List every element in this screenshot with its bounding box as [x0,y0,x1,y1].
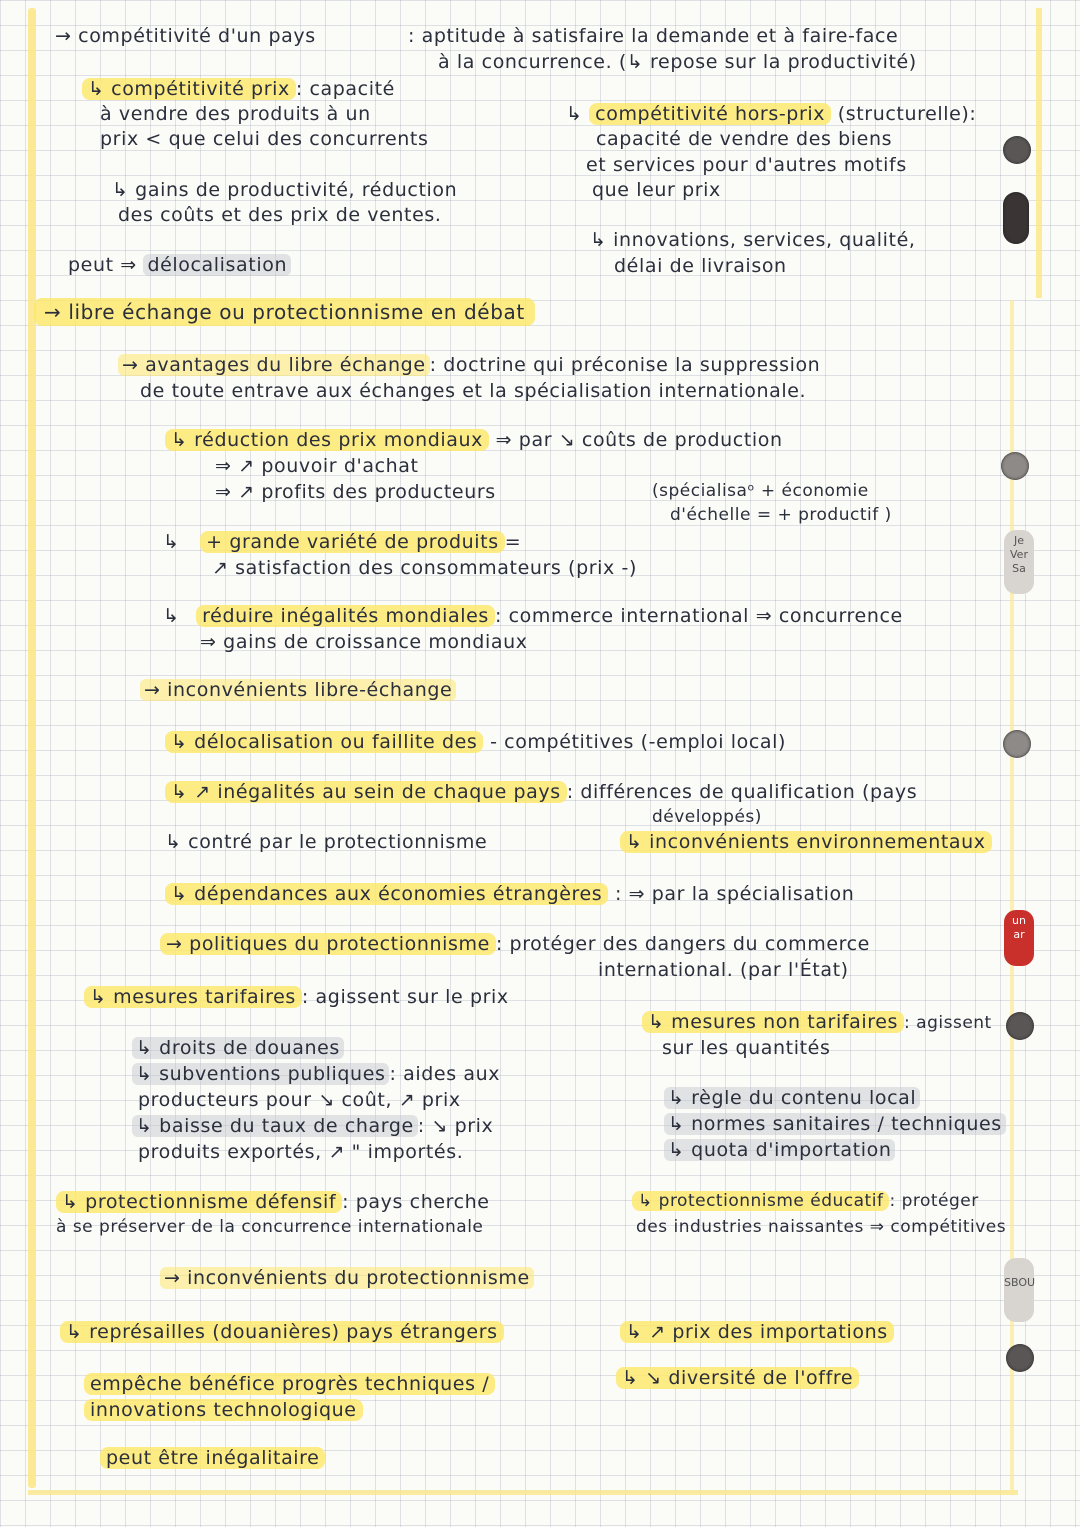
avantages-title: → avantages du libre échange [118,354,430,376]
inconv-protection-title-line [160,1266,534,1290]
avantage-3-title: réduire inégalités mondiales [196,605,495,627]
binder-hole [1003,730,1031,758]
inconv-protection-prix: ↳ ↗ prix des importations [620,1321,894,1343]
avantage-3-desc: : commerce international ⇒ concurrence [494,605,903,627]
politiques-def: : protéger des dangers du commerce [495,933,870,955]
inconv-protection-3-line [84,1372,495,1396]
tarif-baisse-charge-desc: : ↘ prix [417,1115,494,1137]
peut-line [68,253,291,277]
avantage-3-line [163,604,903,628]
arrow-glyph: ↳ [163,605,180,627]
protectionnisme-defensif-line [56,1190,490,1214]
inconvenient-2-line [165,780,917,804]
inconvenient-1-title: ↳ délocalisation ou faillite des [165,731,483,753]
inconv-protection-represailles: ↳ représailles (douanières) pays étrangers [60,1321,504,1343]
politiques-def-2: international. (par l'État) [598,959,849,981]
avantage-2-sub: ↗ satisfaction des consommateurs (prix -) [212,557,637,579]
inconvenient-1-line [165,730,786,754]
mesures-tarifaires-line [84,985,509,1009]
protectionnisme-educatif-title: ↳ protectionnisme éducatif [632,1191,889,1211]
compet-hors-prix-desc-1: capacité de vendre des biens [596,128,893,150]
tab-label: Ver [1010,548,1028,561]
inconvenient-1-suffix: - compétitives (-emploi local) [490,731,787,753]
divider-tab-red [1004,910,1034,966]
avantage-1-sub-1: ⇒ ↗ pouvoir d'achat [215,455,419,477]
tarif-subventions-desc-2: producteurs pour ↘ coût, ↗ prix [138,1089,461,1111]
compet-prix-sub-1: ↳ gains de productivité, réduction [112,179,458,201]
mesures-non-tarifaires-title: ↳ mesures non tarifaires [642,1011,904,1033]
tab-label: SBOU [1004,1276,1036,1289]
avantage-2-title: + grande variété de produits [200,531,505,553]
inconvenient-4-desc: : ⇒ par la spécialisation [614,883,855,905]
protectionnisme-defensif-desc-2: à se préserver de la concurrence internationale [56,1217,484,1237]
right-edge-highlight [1036,8,1042,298]
nontarif-quota: ↳ quota d'importation [664,1139,895,1161]
section-heading-competitivite [55,24,316,48]
inconvenients-title-line [140,678,456,702]
nontarif-3-line [664,1138,895,1162]
avantages-line [118,353,820,377]
avantage-3-sub: ⇒ gains de croissance mondiaux [200,631,528,653]
mesures-tarifaires-title: ↳ mesures tarifaires [84,986,302,1008]
inconv-protection-progres: empêche bénéfice progrès techniques / [84,1373,495,1395]
avantages-def: : doctrine qui préconise la suppression [429,354,821,376]
bottom-highlight [28,1490,1018,1495]
politiques-title: → politiques du protectionnisme [160,933,496,955]
tab-label: ar [1013,928,1025,941]
binder-hole [1006,1012,1034,1040]
inconvenient-contre-protectionnisme: ↳ contré par le protectionnisme [165,831,488,853]
inconvenients-title: → inconvénients libre-échange [140,679,456,701]
compet-prix-sub-2: des coûts et des prix de ventes. [118,204,442,226]
compet-hors-prix-desc-2: et services pour d'autres motifs [586,154,907,176]
compet-hors-prix-line [566,102,976,126]
tarif-subventions-desc: : aides aux [389,1063,501,1085]
compet-prix-desc-3: prix < que celui des concurrents [100,128,429,150]
compet-prix-title: ↳ compétitivité prix [82,78,296,100]
inconvenient-2-desc-2: développés) [652,807,762,827]
avantages-def-2: de toute entrave aux échanges et la spécialisation internationale. [140,380,807,402]
avantage-1-sub-2: ⇒ ↗ profits des producteurs [215,481,496,503]
avantage-1-note-2: d'échelle = + productif ) [670,505,892,525]
tarif-2-line [132,1062,500,1086]
tab-label: un [1012,914,1026,927]
mesures-non-tarifaires-line [642,1010,992,1034]
mesures-tarifaires-desc: : agissent sur le prix [301,986,509,1008]
mesures-non-tarifaires-desc-2: sur les quantités [662,1037,831,1059]
inconv-protection-inegalitaire: peut être inégalitaire [100,1447,325,1469]
mesures-non-tarifaires-desc: : agissent [904,1013,992,1033]
nontarif-contenu-local: ↳ règle du contenu local [664,1087,920,1109]
binder-hole [1006,1344,1034,1372]
divider-tab [1004,1258,1034,1322]
inconvenient-environnement-line [620,830,992,854]
margin-highlight [28,8,36,1488]
compet-prix-desc: : capacité [295,78,395,100]
section-heading-libre-echange [34,300,535,324]
compet-hors-prix-sub-2: délai de livraison [614,255,787,277]
inconvenient-4-title: ↳ dépendances aux économies étrangères [165,883,608,905]
competitivite-definition: : aptitude à satisfaire la demande et à faire-face [408,25,899,47]
avantage-1-title: ↳ réduction des prix mondiaux [165,429,489,451]
compet-hors-prix-desc-3: que leur prix [592,179,721,201]
binder-hole [1001,452,1029,480]
compet-hors-prix-suffix: (structurelle): [837,103,977,125]
tarif-droits-douanes: ↳ droits de douanes [132,1037,344,1059]
compet-prix-desc-2: à vendre des produits à un [100,103,371,125]
compet-hors-prix-sub-1: ↳ innovations, services, qualité, [590,229,916,251]
inconv-protection-3b-line [84,1398,363,1422]
inconvenient-4-line [165,882,854,906]
avantage-2-line [163,530,521,554]
tarif-1-line [132,1036,344,1060]
equals-glyph: = [504,531,522,553]
peut-value: délocalisation [143,254,291,276]
inconv-protection-innovations: innovations technologique [84,1399,363,1421]
protectionnisme-educatif-line [632,1190,979,1212]
inconvenient-2-desc: : différences de qualification (pays [566,781,918,803]
nontarif-1-line [664,1086,920,1110]
inconvenient-environnement: ↳ inconvénients environnementaux [620,831,992,853]
heading-text: → libre échange ou protectionnisme en débat [34,298,535,326]
avantage-1-note-1: (spécialisaᵒ + économie [652,481,869,501]
arrow-glyph: ↳ [566,103,583,125]
tarif-subventions: ↳ subventions publiques [132,1063,389,1085]
avantage-1-line [165,428,783,452]
protectionnisme-educatif-desc-2: des industries naissantes ⇒ compétitives [636,1217,1007,1237]
inconv-protection-5-line [100,1446,325,1470]
peut-label: peut ⇒ [68,254,137,276]
avantage-1-cause: ⇒ par ↘ coûts de production [495,429,783,451]
tarif-baisse-charge-desc-2: produits exportés, ↗ " importés. [138,1141,464,1163]
protectionnisme-educatif-desc: : protéger [889,1191,979,1211]
inconv-protection-1-line [60,1320,504,1344]
tab-label: Je [1013,534,1024,547]
binder-hole [1003,136,1031,164]
heading-text: → compétitivité d'un pays [55,25,316,47]
tab-label: Sa [1012,562,1026,575]
inconv-protection-2-line [620,1320,894,1344]
tarif-baisse-charge: ↳ baisse du taux de charge [132,1115,418,1137]
nontarif-normes: ↳ normes sanitaires / techniques [664,1113,1006,1135]
compet-hors-prix-title: compétitivité hors-prix [589,103,831,125]
politiques-line [160,932,870,956]
protectionnisme-defensif-title: ↳ protectionnisme défensif [56,1191,342,1213]
inconv-protection-4-line [616,1366,859,1390]
arrow-glyph: ↳ [163,531,180,553]
nontarif-2-line [664,1112,1006,1136]
protectionnisme-defensif-desc: : pays cherche [342,1191,490,1213]
inconvenient-2-title: ↳ ↗ inégalités au sein de chaque pays [165,781,567,803]
inconv-protection-diversite: ↳ ↘ diversité de l'offre [616,1367,859,1389]
tarif-3-line [132,1114,493,1138]
inconv-protection-title: → inconvénients du protectionnisme [160,1267,534,1289]
divider-tab [1004,530,1034,594]
compet-prix-line [82,77,395,101]
binder-hole [1003,192,1029,244]
competitivite-definition-cont: à la concurrence. (↳ repose sur la productivité) [438,51,917,73]
